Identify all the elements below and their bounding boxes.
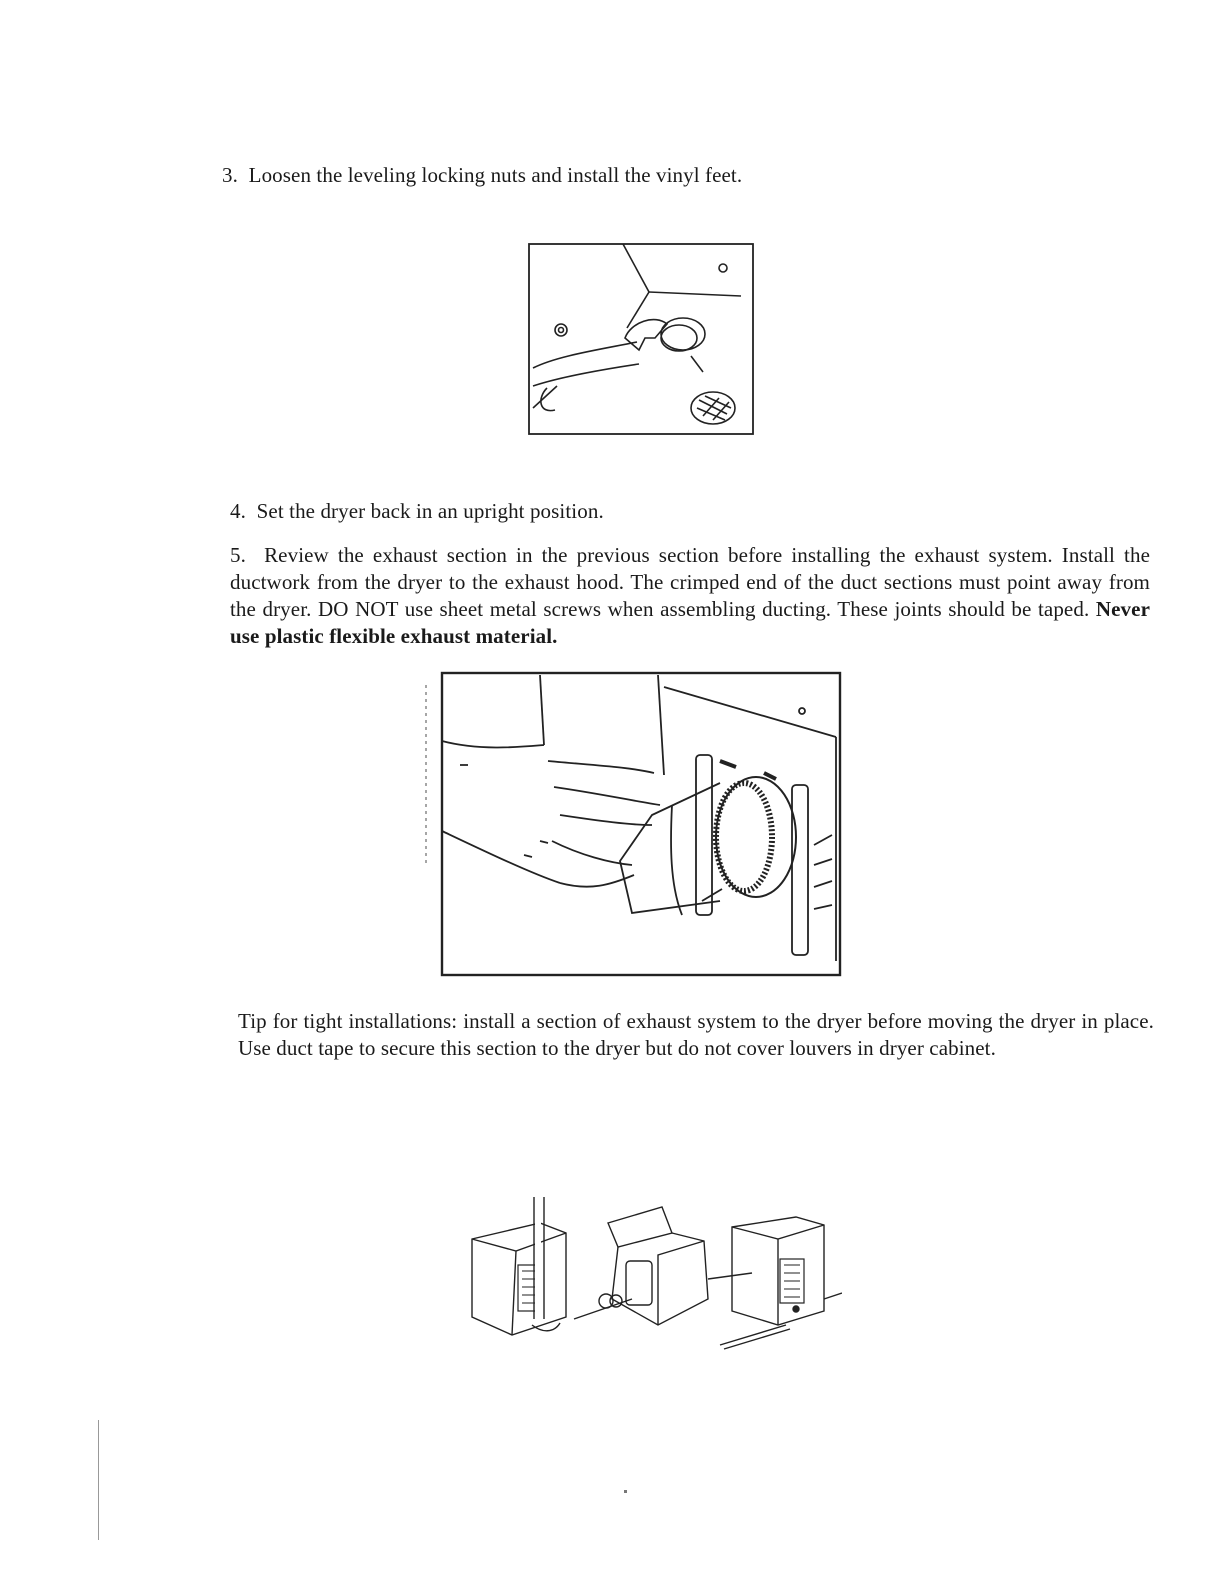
step-5-number: 5.	[230, 543, 246, 567]
scan-speck	[624, 1490, 627, 1493]
wrench-leveling-foot-illustration	[527, 238, 757, 438]
tip-text: Tip for tight installations: install a section of exhaust system to the dryer before moving the dryer in place. Use duct tape to secure this section to the dryer but do not cover louvers in dryer cabinet.	[238, 1009, 1154, 1060]
dryer-placement-figure	[462, 1195, 842, 1355]
step-5	[230, 542, 1150, 650]
tip-paragraph	[238, 1008, 1154, 1062]
step-5-warning: Never use plastic flexible exhaust material.	[230, 597, 1150, 648]
step-5-text: Review the exhaust section in the previous section before installing the exhaust system. Install the ductwork from the dryer to the exhaust hood. The crimped end of the duct sections must point away from the dryer. DO NOT use sheet metal screws when assembling ducting. These joints should be taped.	[230, 543, 1151, 621]
step-4	[230, 498, 1130, 525]
step-3	[222, 162, 1122, 189]
hand-attaching-duct-illustration	[420, 665, 850, 985]
step-3-text: Loosen the leveling locking nuts and install the vinyl feet.	[248, 163, 743, 187]
leveling-foot-figure	[527, 238, 757, 438]
dryer-placement-sequence-illustration	[462, 1195, 842, 1355]
step-4-text: Set the dryer back in an upright position.	[256, 499, 604, 523]
step-3-number: 3.	[222, 163, 238, 187]
duct-installation-figure	[420, 665, 850, 985]
scan-edge-mark	[98, 1420, 99, 1540]
step-4-number: 4.	[230, 499, 246, 523]
